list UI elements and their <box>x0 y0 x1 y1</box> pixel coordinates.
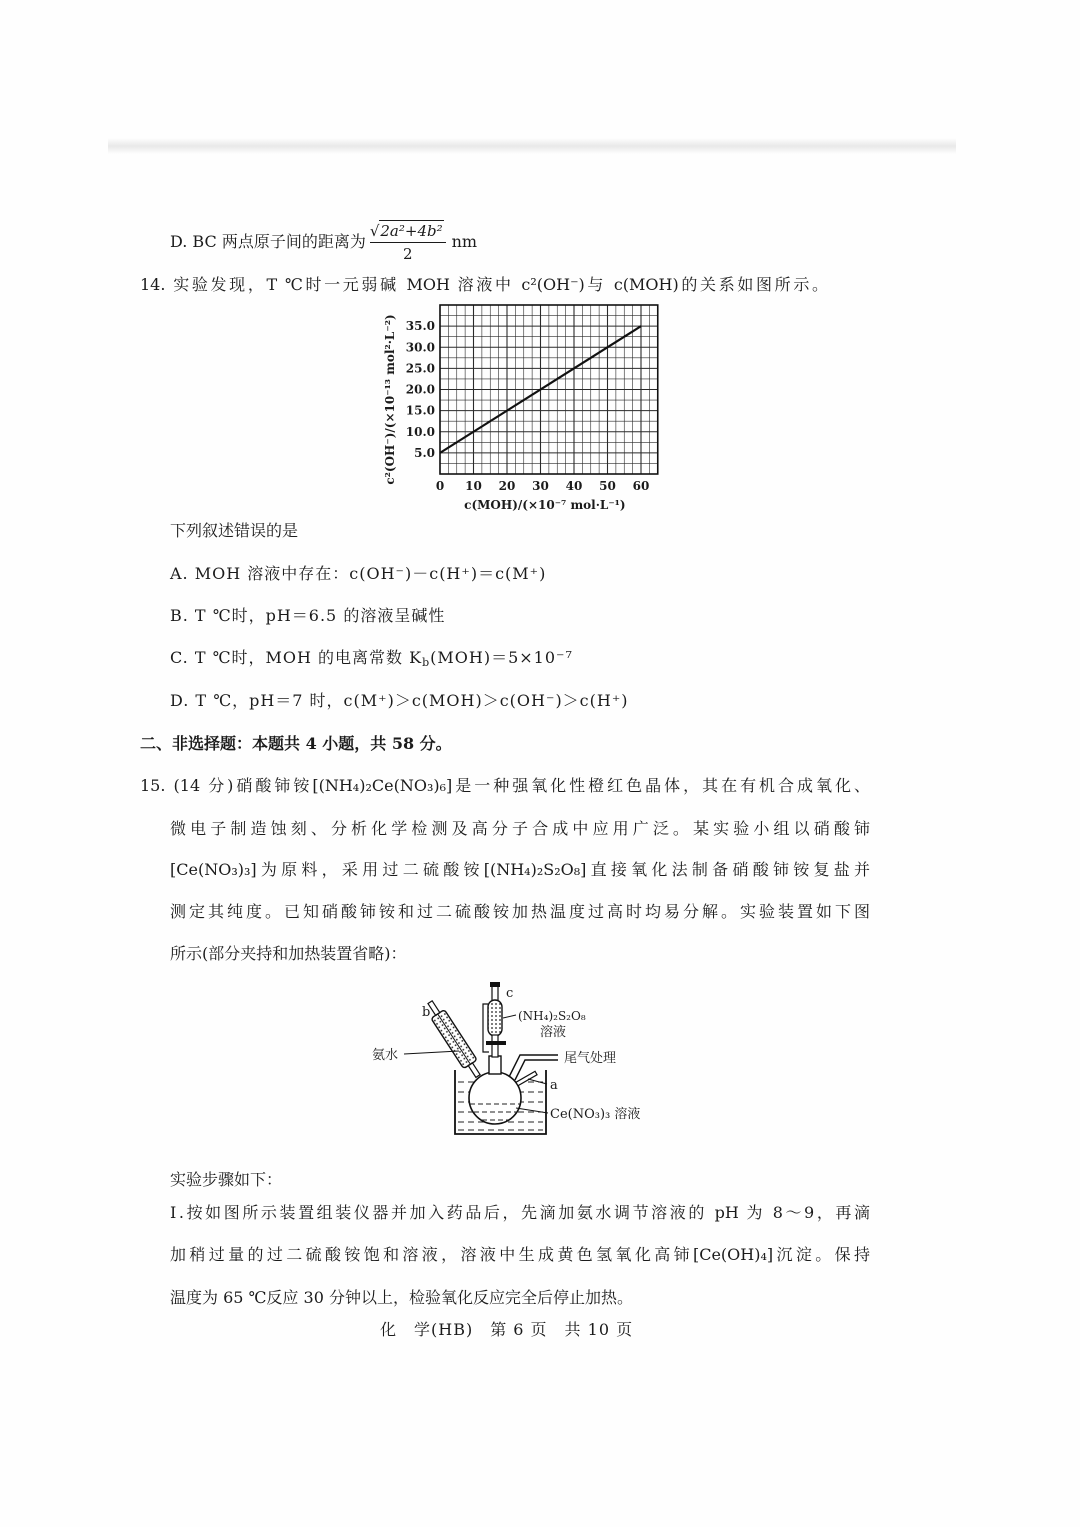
label-exhaust: 尾气处理 <box>564 1051 617 1066</box>
funnel-stopper <box>490 982 500 987</box>
distance-fraction <box>370 220 446 264</box>
q15-line-1: 15. (14 分)硝酸铈铵[(NH₄)₂Ce(NO₃)₆]是一种强氧化性橙红色晶体，其在有机合成氧化、 <box>140 776 870 795</box>
distance-unit: nm <box>451 232 478 251</box>
step-line-2: 加稍过量的过二硫酸铵饱和溶液，溶液中生成黄色氢氧化高铈[Ce(OH)₄]沉淀。保持 <box>170 1245 870 1264</box>
x-tick-label: 40 <box>565 479 583 493</box>
radical-sign: √ <box>369 222 380 240</box>
x-tick-label: 0 <box>435 479 445 493</box>
section-heading: 二、非选择题：本题共 4 小题，共 58 分。 <box>140 734 452 753</box>
q15-line-4: 测定其纯度。已知硝酸铈铵和过二硫酸铵加热温度过高时均易分解。实验装置如下图 <box>170 902 870 921</box>
q14-stem: 14. 实验发现，T ℃时一元弱碱 MOH 溶液中 c²(OH⁻)与 c(MOH)的关系如图所示。 <box>140 275 828 294</box>
scan-edge <box>108 138 956 154</box>
x-axis-label: c(MOH)/(×10⁻⁷ mol·L⁻¹) <box>464 498 626 512</box>
y-tick-label: 25.0 <box>405 361 435 376</box>
option-c-value: (MOH)＝5×10⁻⁷ <box>430 648 573 667</box>
label-a: a <box>550 1078 558 1093</box>
step-line-3: 温度为 65 ℃反应 30 分钟以上，检验氧化反应完全后停止加热。 <box>170 1288 633 1307</box>
ammonia-tube-core <box>438 1014 471 1064</box>
leader-ammonia <box>404 1051 459 1054</box>
q15-line-2: 微电子制造蚀刻、分析化学检测及高分子合成中应用广泛。某实验小组以硝酸铈 <box>170 819 870 838</box>
thermometer-a <box>516 1071 537 1085</box>
y-tick-label: 20.0 <box>405 382 435 397</box>
leader-reagent <box>503 1015 516 1018</box>
q14-option-c <box>170 648 573 673</box>
x-tick-label: 30 <box>532 479 549 493</box>
three-neck-flask <box>469 1072 521 1124</box>
funnel-stem <box>492 1035 498 1057</box>
option-d-text: D. BC 两点原子间的距离为 <box>170 232 366 251</box>
label-reagent: (NH₄)₂S₂O₈ <box>518 1009 586 1023</box>
label-c: c <box>506 986 514 1001</box>
x-tick-label: 10 <box>465 479 482 493</box>
dropping-funnel <box>488 1000 502 1036</box>
q15-line-3: [Ce(NO₃)₃]为原料，采用过二硫酸铵[(NH₄)₂S₂O₈]直接氧化法制备硝酸铈铵复盐并 <box>170 860 870 879</box>
q15-line-5: 所示(部分夹持和加热装置省略)： <box>170 944 407 963</box>
y-tick-label: 15.0 <box>405 403 435 418</box>
x-tick-label: 50 <box>599 479 616 493</box>
option-c-text: C. T ℃时，MOH 的电离常数 K <box>170 648 423 667</box>
y-tick-label: 35.0 <box>405 319 435 334</box>
label-reagent-solution: 溶液 <box>540 1025 567 1040</box>
funnel-stopcock <box>486 1041 506 1045</box>
y-tick-label: 10.0 <box>405 424 435 439</box>
y-axis-label: c²(OH⁻)/(×10⁻¹³ mol²·L⁻²) <box>383 314 397 485</box>
ammonia-addition-tube <box>423 998 484 1081</box>
step-line-1: Ⅰ.按如图所示装置组装仪器并加入药品后，先滴加氨水调节溶液的 pH 为 8～9，再滴 <box>170 1203 870 1222</box>
label-b: b <box>422 1005 431 1020</box>
y-tick-label: 5.0 <box>414 445 435 460</box>
fraction-numerator <box>370 220 446 243</box>
q14-prompt: 下列叙述错误的是 <box>170 521 299 540</box>
label-flask-solution: Ce(NO₃)₃ 溶液 <box>550 1107 641 1122</box>
kb-subscript: b <box>422 656 431 669</box>
steps-title: 实验步骤如下： <box>170 1170 283 1189</box>
x-tick-label: 20 <box>498 479 516 493</box>
apparatus-diagram <box>370 978 670 1143</box>
q13-option-d <box>170 220 477 264</box>
page-footer: 化 学(HB) 第 6 页 共 10 页 <box>380 1320 634 1339</box>
center-neck <box>489 1056 501 1074</box>
x-tick-label: 60 <box>632 479 650 493</box>
q14-option-d: D. T ℃，pH＝7 时，c(M⁺)＞c(MOH)＞c(OH⁻)＞c(H⁺) <box>170 691 629 710</box>
y-tick-label: 30.0 <box>405 340 435 355</box>
q14-chart <box>370 295 690 520</box>
radicand: 2a²+4b² <box>380 222 443 240</box>
fraction-denominator: 2 <box>402 245 413 263</box>
q14-option-b: B. T ℃时，pH＝6.5 的溶液呈碱性 <box>170 606 446 625</box>
q14-option-a: A. MOH 溶液中存在：c(OH⁻)－c(H⁺)＝c(M⁺) <box>170 564 547 583</box>
label-ammonia: 氨水 <box>372 1048 399 1063</box>
